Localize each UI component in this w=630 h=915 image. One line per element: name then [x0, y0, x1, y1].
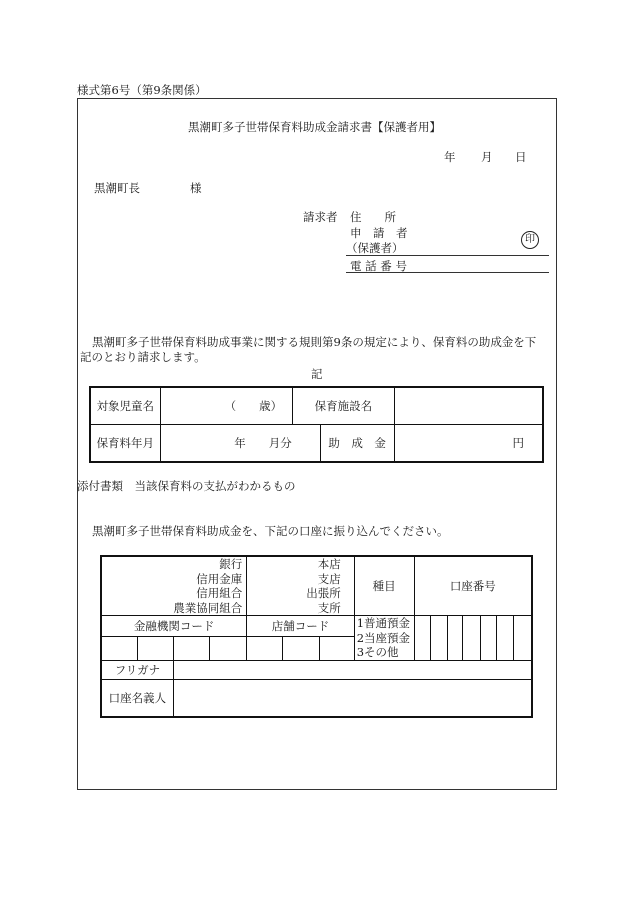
address-label: 住 所 [350, 210, 396, 224]
account-digit-6[interactable] [497, 616, 514, 661]
phone-underline [346, 272, 549, 273]
branch-head: 本店 [317, 557, 341, 571]
table-row [101, 679, 532, 717]
institution-credit-union: 信用組合 [196, 586, 243, 600]
facility-name-label: 保育施設名 [293, 387, 394, 425]
account-holder-label: 口座名義人 [101, 679, 173, 717]
branch-station: 支所 [317, 600, 341, 615]
account-type-header: 種目 [354, 556, 414, 616]
child-name-label: 対象児童名 [90, 387, 160, 425]
branch-code-digit-3[interactable] [319, 637, 354, 660]
furigana-label: フリガナ [101, 660, 173, 679]
bank-code-digit-2[interactable] [137, 637, 173, 660]
table-row [90, 387, 543, 425]
date-month: 月 [481, 150, 493, 164]
ki-mark: 記 [311, 367, 323, 381]
account-digit-1[interactable] [414, 616, 431, 661]
institution-bank: 銀行 [219, 557, 243, 571]
fee-month-label: 保育料年月 [90, 425, 160, 463]
applicant-label: 申 請 者 [350, 226, 408, 240]
form-title: 黒潮町多子世帯保育料助成金請求書【保護者用】 [188, 120, 441, 134]
account-type-other: 3その他 [356, 645, 399, 659]
account-digit-7[interactable] [513, 616, 532, 661]
institution-credit-bank: 信用金庫 [196, 571, 243, 586]
date-day: 日 [515, 150, 527, 164]
transfer-text: 黒潮町多子世帯保育料助成金を、下記の口座に振り込んでください。 [92, 524, 449, 538]
table-row [101, 556, 532, 616]
bank-table [100, 555, 533, 718]
branch-code-digit-1[interactable] [247, 637, 283, 660]
branch-code-digit-2[interactable] [283, 637, 319, 660]
table-row [90, 425, 543, 463]
bank-code-digit-3[interactable] [173, 637, 209, 660]
table-row [101, 616, 532, 637]
bank-code-digit-4[interactable] [210, 637, 247, 660]
branch-office: 出張所 [306, 586, 341, 600]
account-digit-5[interactable] [480, 616, 497, 661]
account-type-options [354, 616, 414, 661]
addressee-name: 黒潮町長 [94, 181, 140, 195]
branch-type-cell [247, 556, 354, 616]
attachment-note: 添付書類 当該保育料の支払がわかるもの [77, 479, 296, 493]
child-age-field[interactable]: （ 歳） [160, 387, 292, 425]
account-digit-2[interactable] [431, 616, 448, 661]
branch-sub: 支店 [317, 571, 341, 586]
body-text-line2: 記のとおり請求します。 [80, 350, 206, 364]
addressee-honorific: 様 [190, 181, 202, 195]
subsidy-amount-field[interactable]: 円 [394, 425, 543, 463]
date-year: 年 [444, 150, 456, 164]
fee-month-field[interactable]: 年 月分 [160, 425, 320, 463]
bank-code-label: 金融機関コード [101, 616, 247, 637]
branch-code-label: 店舗コード [247, 616, 354, 637]
body-text-line1: 黒潮町多子世帯保育料助成事業に関する規則第9条の規定により、保育料の助成金を下 [92, 335, 537, 349]
facility-name-field[interactable] [394, 387, 543, 425]
institution-type-cell [101, 556, 247, 616]
institution-agri-coop: 農業協同組合 [173, 600, 243, 615]
account-type-current: 2当座預金 [356, 630, 411, 645]
account-type-ordinary: 1普通預金 [356, 616, 411, 630]
account-digit-4[interactable] [463, 616, 481, 661]
bank-code-digit-1[interactable] [101, 637, 137, 660]
account-digit-3[interactable] [447, 616, 463, 661]
account-number-header: 口座番号 [414, 556, 532, 616]
table-row [101, 660, 532, 679]
claimant-label: 請求者 [303, 210, 338, 224]
subsidy-table [89, 386, 544, 463]
account-holder-field[interactable] [173, 679, 532, 717]
form-number: 様式第6号（第9条関係） [77, 83, 207, 97]
guardian-label: （保護者） [346, 241, 404, 255]
furigana-field[interactable] [173, 660, 532, 679]
subsidy-label: 助 成 金 [320, 425, 394, 463]
phone-label: 電 話 番 号 [350, 259, 407, 273]
seal-mark: 印 [521, 231, 539, 249]
